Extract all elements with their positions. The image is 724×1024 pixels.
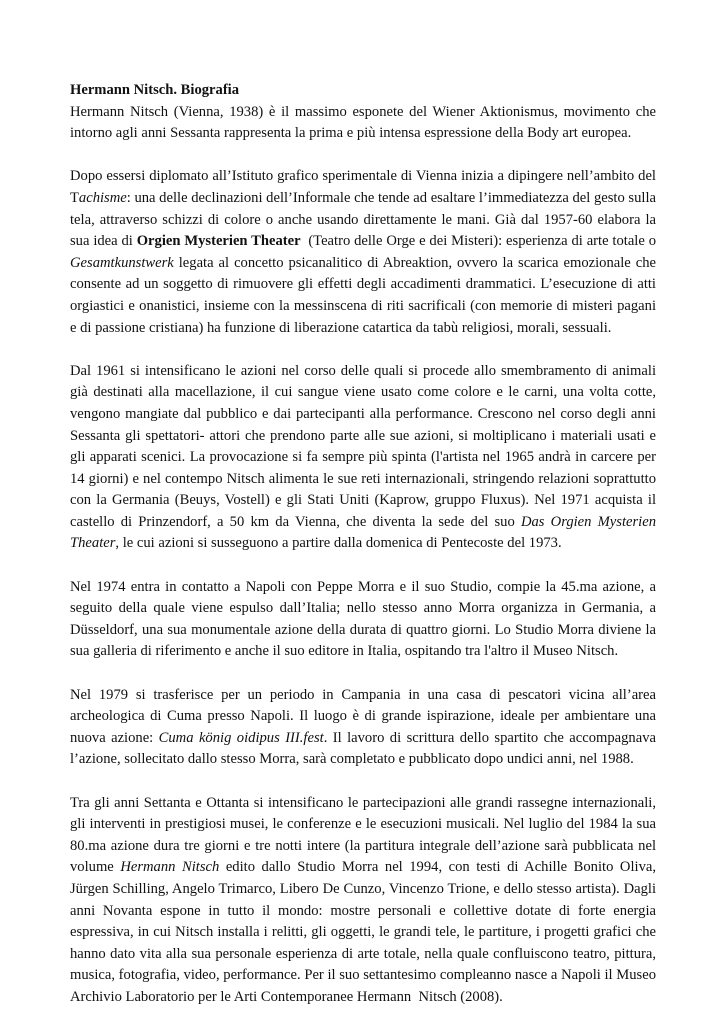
text-run: , le cui azioni si susseguono a partire dalla domenica di Pentecoste del 1973. (115, 535, 562, 552)
text-run: Tra gli anni Settanta e Ottanta si intensificano le partecipazioni alle grandi rassegne internazionali, gli interventi in prestigiosi musei, le conferenze e le esecuzioni musicali. Nel luglio del 1984 la sua 80.ma azione dura tre giorni e tre notti intere (la partitura integrale dell’azione sarà pubblicata nel volume (70, 794, 656, 876)
italic-term: Gesamtkunstwerk (70, 254, 174, 271)
text-run: (Teatro delle Orge e dei Misteri): esperienza di arte totale o (300, 233, 660, 250)
text-run: edito dallo Studio Morra nel 1994, con testi di Achille Bonito Oliva, Jürgen Schilling, Angelo Trimarco, Libero De Cunzo, Vincenzo Trione, e dello stesso artista). Dagli anni Novanta espone in tutto il mondo: mostre personali e collettive dotate di forte energia espressiva, in cui Nitsch installa i relitti, gli oggetti, le grandi tele, le partiture, i progetti grafici che hanno dato vita alla sua personale esperienza di arte totale, nella quale confluiscono teatro, pittura, musica, fotografia, video, performance. Per il suo settantesimo compleanno nasce a Napoli il Museo Archivio Laboratorio per le Arti Contemporanee Hermann Nitsch (2008). (70, 859, 660, 1005)
text-run: Nel 1979 si trasferisce per un periodo in Campania in una casa di pescatori vicina all’area archeologica di Cuma presso Napoli. Il luogo è di grande ispirazione, ideale per ambientare una nuova azione: (70, 686, 656, 746)
paragraph-intro: Hermann Nitsch (Vienna, 1938) è il massimo esponete del Wiener Aktionismus, movimento che intorno agli anni Sessanta rappresenta la prima e più intensa espressione della Body art europea. (70, 103, 656, 142)
italic-term: Das Orgien Mysterien Theater (70, 513, 656, 552)
bold-term: Orgien Mysterien Theater (136, 233, 301, 250)
paragraph-campania-1979 (70, 685, 656, 771)
italic-term: Cuma könig oidipus III.fest (158, 729, 324, 746)
paragraph-early-career (70, 166, 660, 339)
text-run: Dal 1961 si intensificano le azioni nel corso delle quali si procede allo smembramento di animali già destinati alla macellazione, il cui sangue viene usato come colore e le carni, una volta cotte, vengono mangiate dal pubblico e dai partecipanti alla performance. Crescono nel corso degli anni Sessanta gli spettatori- attori che prendono parte alle sue azioni, si moltiplicano i materiali usati e gli apparati scenici. La provocazione si fa sempre più spinta (l'artista nel 1965 andrà in carcere per 14 giorni) e nel contempo Nitsch alimenta le sue reti internazionali, stringendo relazioni soprattutto con la Germania (Beuys, Vostell) e gli Stati Uniti (Kaprow, gruppo Fluxus). Nel 1971 acquista il castello di Prinzendorf, a 50 km da Vienna, che diventa la sede del suo (70, 362, 656, 530)
text-run: legata al concetto psicanalitico di Abreaktion, ovvero la scarica emozionale che consente ad un soggetto di rimuovere gli effetti degli accadimenti drammatici. L’esecuzione di atti orgiastici e onanistici, insieme con la messinscena di riti sacrificali (con memorie di misteri pagani e di passione cristiana) ha funzione di liberazione catartica da tabù religiosi, morali, sessuali. (70, 254, 656, 336)
text-run: . Il lavoro di scrittura dello spartito che accompagnava l’azione, sollecitato dallo stesso Morra, sarà completato e pubblicato dopo undici anni, nel 1988. (70, 729, 656, 768)
document-title: Hermann Nitsch. Biografia (70, 82, 240, 98)
text-run: : una delle declinazioni dell’Informale che tende ad esaltare l’immediatezza del gesto sulla tela, attraverso schizzi di colore o anche usando direttamente le mani. Già dal 1957-60 elabora la sua idea di (70, 189, 656, 250)
document-page (70, 80, 660, 1009)
italic-term: Hermann Nitsch (120, 859, 220, 876)
paragraph-international (70, 793, 660, 1009)
paragraph-actions-1961 (70, 361, 656, 555)
italic-term: achisme (78, 189, 127, 206)
paragraph-naples-1974: Nel 1974 entra in contatto a Napoli con Peppe Morra e il suo Studio, compie la 45.ma azione, a seguito della quale viene espulso dall’Italia; nello stesso anno Morra organizza in Germania, a Düsseldorf, una sua monumentale azione della durata di quattro giorni. Lo Studio Morra diviene la sua galleria di riferimento e anche il suo editore in Italia, ospitando tra l'altro il Museo Nitsch. (70, 578, 656, 660)
text-run: Dopo essersi diplomato all’Istituto grafico sperimentale di Vienna inizia a dipingere nell’ambito del T (70, 168, 656, 206)
